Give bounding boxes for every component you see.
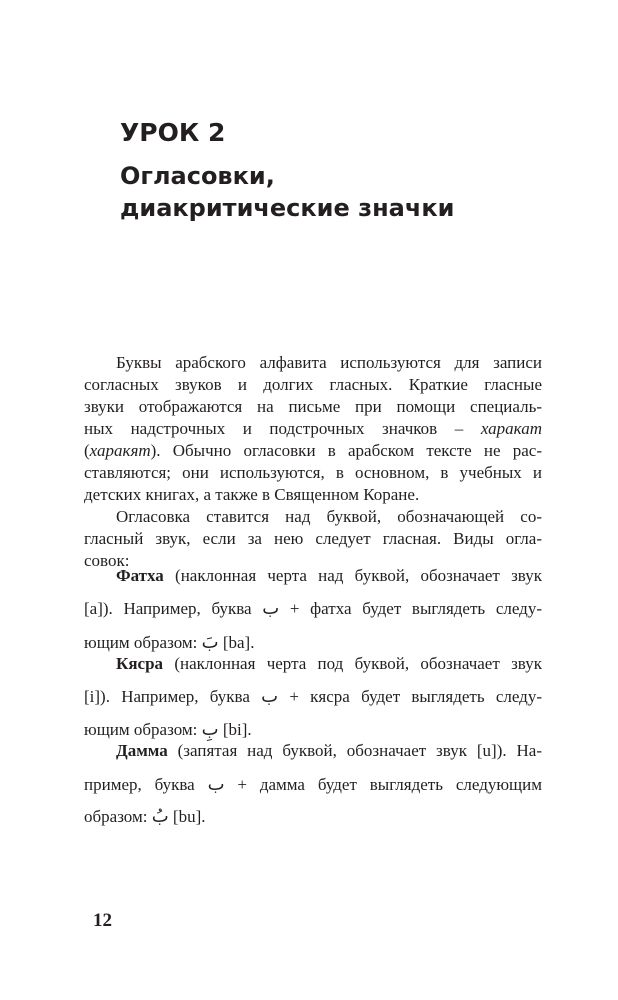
intro-paragraphs bbox=[84, 352, 542, 572]
text-run: + кясра будет выглядеть следу- bbox=[278, 687, 542, 706]
text-run: (наклонная черта под буквой, обозначает звук bbox=[163, 654, 542, 673]
arabic-letter-ba: ب bbox=[262, 598, 280, 619]
damma-line-1 bbox=[84, 741, 542, 761]
text-run: образом: bbox=[84, 807, 152, 826]
text-run: (запятая над буквой, обозначает звук [u]). На- bbox=[167, 741, 542, 760]
arabic-example-ba-kasra: بِ bbox=[201, 719, 219, 740]
text-run: ных надстрочных и подстрочных значков – bbox=[84, 419, 481, 438]
paragraph-line: согласных звуков и долгих гласных. Краткие гласные bbox=[84, 375, 542, 394]
page-number: 12 bbox=[93, 910, 112, 931]
term-italic: харакат bbox=[480, 419, 542, 438]
damma-term: Дамма bbox=[116, 741, 168, 760]
paragraph-line: ставляются; они используются, в основном, в учебных и bbox=[84, 463, 542, 482]
text-run: [a]). Например, буква bbox=[84, 599, 263, 618]
text-run: ющим образом: bbox=[84, 633, 202, 652]
text-run: + фатха будет выглядеть следу- bbox=[279, 599, 542, 618]
paragraph-line bbox=[84, 418, 542, 440]
kasra-line-1 bbox=[84, 654, 542, 674]
text-run: [i]). Например, буква bbox=[84, 687, 262, 706]
text-run: (наклонная черта над буквой, обозначает звук bbox=[163, 566, 542, 585]
paragraph-line: звуки отображаются на письме при помощи специаль- bbox=[84, 397, 542, 416]
lesson-subtitle-line-2: диакритические значки bbox=[120, 194, 455, 222]
arabic-example-ba-damma: بُ bbox=[151, 806, 169, 827]
text-run: ( bbox=[84, 441, 90, 460]
text-run: + дамма будет выглядеть следующим bbox=[224, 775, 542, 794]
paragraph-line: детских книгах, а также в Священном Коране. bbox=[84, 485, 420, 504]
text-run: пример, буква bbox=[84, 775, 208, 794]
paragraph-line bbox=[84, 440, 542, 462]
text-run: [bu]. bbox=[168, 807, 206, 826]
kasra-term: Кясра bbox=[116, 654, 164, 673]
lesson-subtitle-line-1: Огласовки, bbox=[120, 162, 275, 190]
arabic-letter-ba: ب bbox=[207, 774, 225, 795]
damma-line-2 bbox=[84, 774, 542, 795]
paragraph-line: совок: bbox=[84, 551, 130, 570]
text-run: [ba]. bbox=[218, 633, 255, 652]
fatha-line-1 bbox=[84, 566, 542, 586]
lesson-title: УРОК 2 bbox=[120, 118, 226, 147]
fatha-line-3 bbox=[84, 632, 254, 653]
arabic-letter-ba: ب bbox=[261, 686, 279, 707]
text-run: [bi]. bbox=[218, 720, 252, 739]
term-italic: харакят bbox=[89, 441, 151, 460]
fatha-term: Фатха bbox=[116, 566, 164, 585]
kasra-line-3 bbox=[84, 719, 252, 740]
paragraph-line: гласный звук, если за нею следует гласная. Виды огла- bbox=[84, 529, 542, 548]
paragraph-line: Буквы арабского алфавита используются для записи bbox=[116, 353, 542, 372]
fatha-line-2 bbox=[84, 598, 542, 619]
arabic-example-ba-fatha: بَ bbox=[201, 632, 219, 653]
text-run: ). Обычно огласовки в арабском тексте не рас- bbox=[150, 441, 542, 460]
text-run: ющим образом: bbox=[84, 720, 202, 739]
paragraph-line: Огласовка ставится над буквой, обозначающей со- bbox=[116, 507, 542, 526]
damma-line-3 bbox=[84, 806, 206, 827]
kasra-line-2 bbox=[84, 686, 542, 707]
